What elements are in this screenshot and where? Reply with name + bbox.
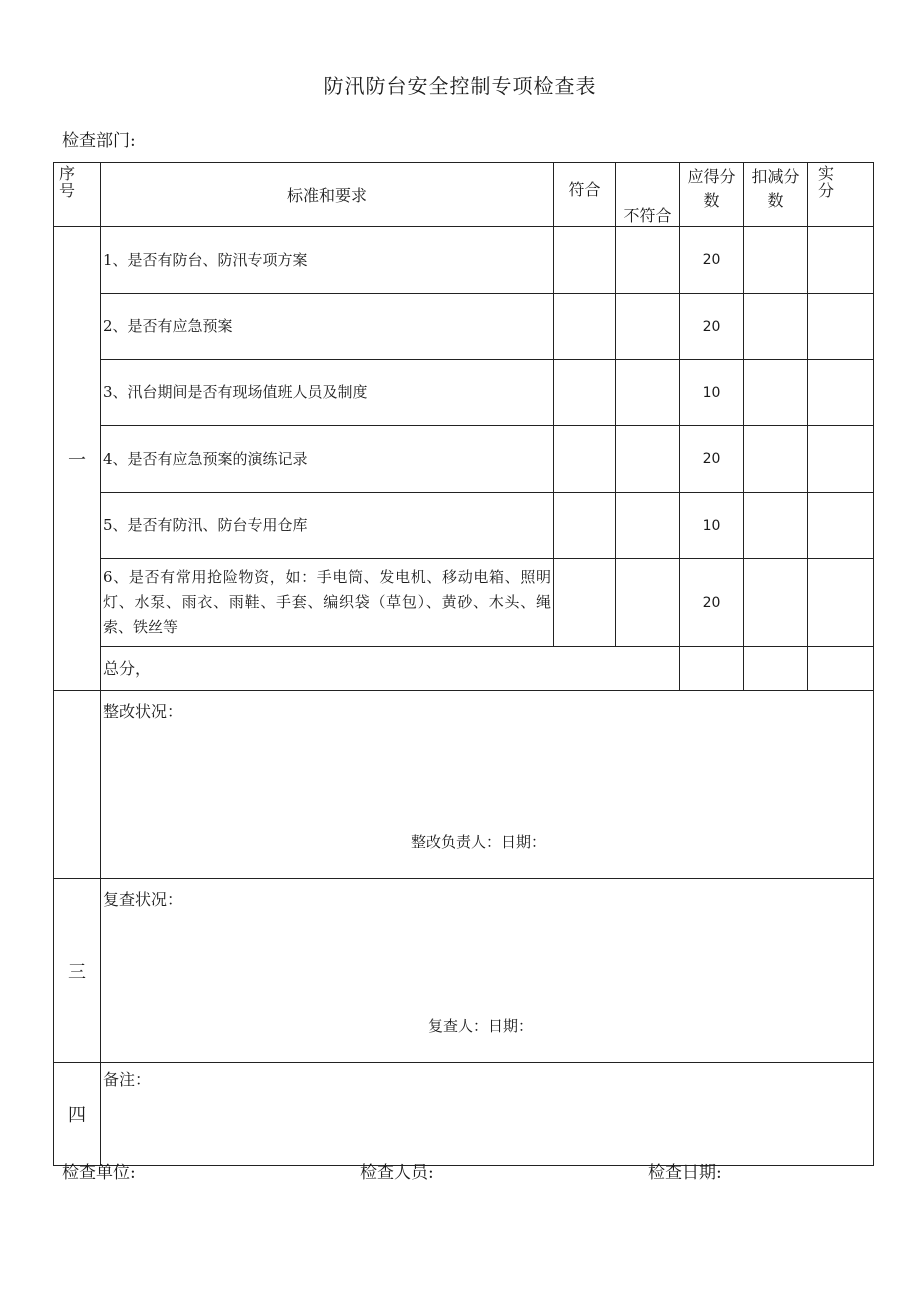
actual-cell[interactable] (808, 559, 874, 647)
header-actual: 实分 (808, 163, 874, 227)
score-cell: 20 (680, 294, 744, 360)
item-text: 5、是否有防汛、防台专用仓库 (101, 493, 554, 559)
header-not-comply: 不符合 (616, 163, 680, 227)
header-seq: 序号 (54, 163, 101, 227)
section-four-seq: 四 (54, 1063, 101, 1166)
item-text: 1、是否有防台、防汛专项方案 (101, 227, 554, 294)
actual-cell[interactable] (808, 493, 874, 559)
footer-inspector[interactable]: 检查人员: (360, 1163, 434, 1183)
table-row (54, 493, 874, 559)
department-field[interactable]: 检查部门: (62, 131, 136, 151)
item-text: 6、是否有常用抢险物资，如：手电筒、发电机、移动电箱、照明灯、水泵、雨衣、雨鞋、手套、编织袋（草包）、黄砂、木头、绳索、铁丝等 (101, 559, 554, 647)
footer-unit[interactable]: 检查单位: (62, 1163, 136, 1183)
deduct-cell[interactable] (744, 227, 808, 294)
actual-cell[interactable] (808, 294, 874, 360)
total-row (54, 647, 874, 691)
rectification-area[interactable] (101, 691, 874, 879)
deduct-cell[interactable] (744, 426, 808, 493)
not-comply-cell[interactable] (616, 559, 680, 647)
section-two-seq (54, 691, 101, 879)
item-text: 3、汛台期间是否有现场值班人员及制度 (101, 360, 554, 426)
recheck-sign: 复查人：日期： (428, 1017, 534, 1035)
header-full-score: 应得分数 (680, 163, 744, 227)
actual-cell[interactable] (808, 227, 874, 294)
total-label: 总分， (101, 647, 680, 691)
item-text: 4、是否有应急预案的演练记录 (101, 426, 554, 493)
table-row (54, 426, 874, 493)
comply-cell[interactable] (554, 426, 616, 493)
page-title: 防汛防台安全控制专项检查表 (323, 74, 597, 98)
score-cell: 10 (680, 493, 744, 559)
remarks-label: 备注： (103, 1070, 152, 1089)
score-cell: 10 (680, 360, 744, 426)
total-score-cell[interactable] (680, 647, 744, 691)
item-text: 2、是否有应急预案 (101, 294, 554, 360)
table-header-row (54, 163, 874, 227)
inspection-table (53, 162, 874, 1166)
section-one-seq: 一 (54, 227, 101, 691)
rectification-label: 整改状况： (103, 702, 184, 721)
total-deduct-cell[interactable] (744, 647, 808, 691)
score-cell: 20 (680, 559, 744, 647)
recheck-row (54, 879, 874, 1063)
actual-cell[interactable] (808, 360, 874, 426)
comply-cell[interactable] (554, 493, 616, 559)
table-row (54, 360, 874, 426)
not-comply-cell[interactable] (616, 493, 680, 559)
comply-cell[interactable] (554, 360, 616, 426)
deduct-cell[interactable] (744, 360, 808, 426)
table-row (54, 294, 874, 360)
header-comply: 符合 (554, 163, 616, 227)
table-row (54, 227, 874, 294)
not-comply-cell[interactable] (616, 294, 680, 360)
footer-date[interactable]: 检查日期: (648, 1163, 722, 1183)
not-comply-cell[interactable] (616, 360, 680, 426)
comply-cell[interactable] (554, 294, 616, 360)
table-row (54, 559, 874, 647)
total-actual-cell[interactable] (808, 647, 874, 691)
not-comply-cell[interactable] (616, 227, 680, 294)
header-standard: 标准和要求 (101, 163, 554, 227)
remarks-area[interactable] (101, 1063, 874, 1166)
rectification-sign: 整改负责人：日期： (411, 833, 547, 851)
score-cell: 20 (680, 227, 744, 294)
score-cell: 20 (680, 426, 744, 493)
deduct-cell[interactable] (744, 559, 808, 647)
comply-cell[interactable] (554, 227, 616, 294)
actual-cell[interactable] (808, 426, 874, 493)
recheck-area[interactable] (101, 879, 874, 1063)
comply-cell[interactable] (554, 559, 616, 647)
deduct-cell[interactable] (744, 294, 808, 360)
section-three-seq: 三 (54, 879, 101, 1063)
rectification-row (54, 691, 874, 879)
remarks-row (54, 1063, 874, 1166)
not-comply-cell[interactable] (616, 426, 680, 493)
deduct-cell[interactable] (744, 493, 808, 559)
header-deduct: 扣减分数 (744, 163, 808, 227)
recheck-label: 复查状况： (103, 890, 184, 909)
